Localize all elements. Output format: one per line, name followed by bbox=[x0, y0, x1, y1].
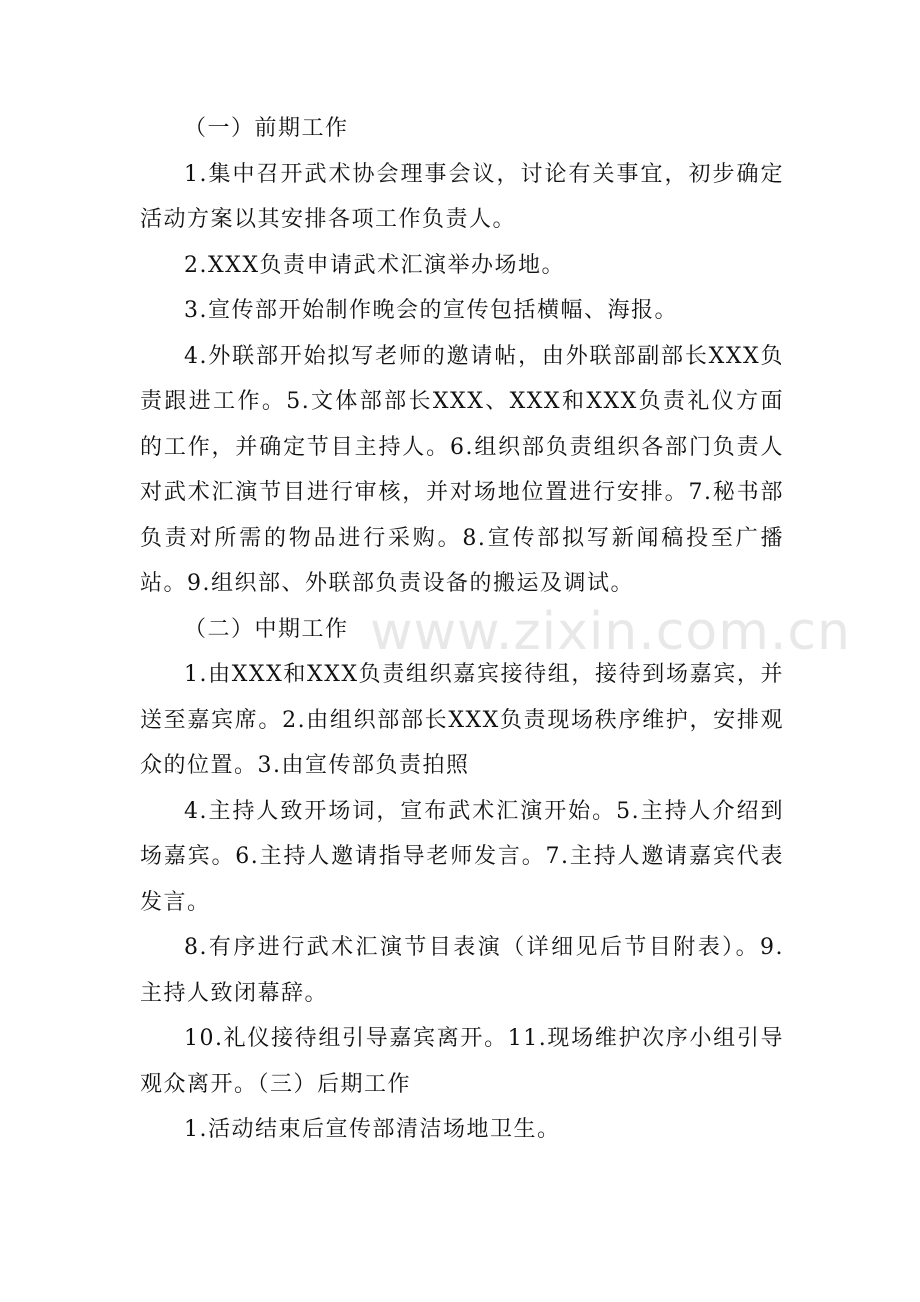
paragraph: 10.礼仪接待组引导嘉宾离开。11.现场维护次序小组引导观众离开。（三）后期工作 bbox=[140, 1026, 784, 1097]
paragraph: 4.主持人致开场词，宣布武术汇演开始。5.主持人介绍到场嘉宾。6.主持人邀请指导老师发言。7.主持人邀请嘉宾代表发言。 bbox=[140, 798, 784, 915]
paragraph: 1.集中召开武术协会理事会议，讨论有关事宜，初步确定活动方案以其安排各项工作负责人。 bbox=[140, 161, 784, 232]
paragraph: 4.外联部开始拟写老师的邀请帖，由外联部副部长XXX负责跟进工作。5.文体部部长XXX、XXX和XXX负责礼仪方面的工作，并确定节目主持人。6.组织部负责组织各部门负责人对武术汇演节目进行审核，并对场地位置进行安排。7.秘书部负责对所需的物品进行采购。8.宣传部拟写新闻稿投至广播站。9.组织部、外联部负责设备的搬运及调试。 bbox=[140, 343, 784, 596]
watermark-text: www.zixin.com.cn bbox=[370, 602, 851, 662]
paragraph: 2.XXX负责申请武术汇演举办场地。 bbox=[184, 252, 565, 278]
section-heading-early-work: （一）前期工作 bbox=[184, 116, 349, 141]
paragraph: 1.由XXX和XXX负责组织嘉宾接待组，接待到场嘉宾，并送至嘉宾席。2.由组织部部长XXX负责现场秩序维护，安排观众的位置。3.由宣传部负责拍照 bbox=[140, 662, 784, 778]
document-body bbox=[140, 106, 784, 1153]
section-heading-mid-work: （二）中期工作 bbox=[184, 616, 349, 642]
paragraph: 1.活动结束后宣传部清洁场地卫生。 bbox=[184, 1117, 561, 1142]
paragraph: 8.有序进行武术汇演节目表演（详细见后节目附表）。9.主持人致闭幕辞。 bbox=[140, 935, 784, 1006]
paragraph: 3.宣传部开始制作晚会的宣传包括横幅、海报。 bbox=[184, 298, 678, 323]
